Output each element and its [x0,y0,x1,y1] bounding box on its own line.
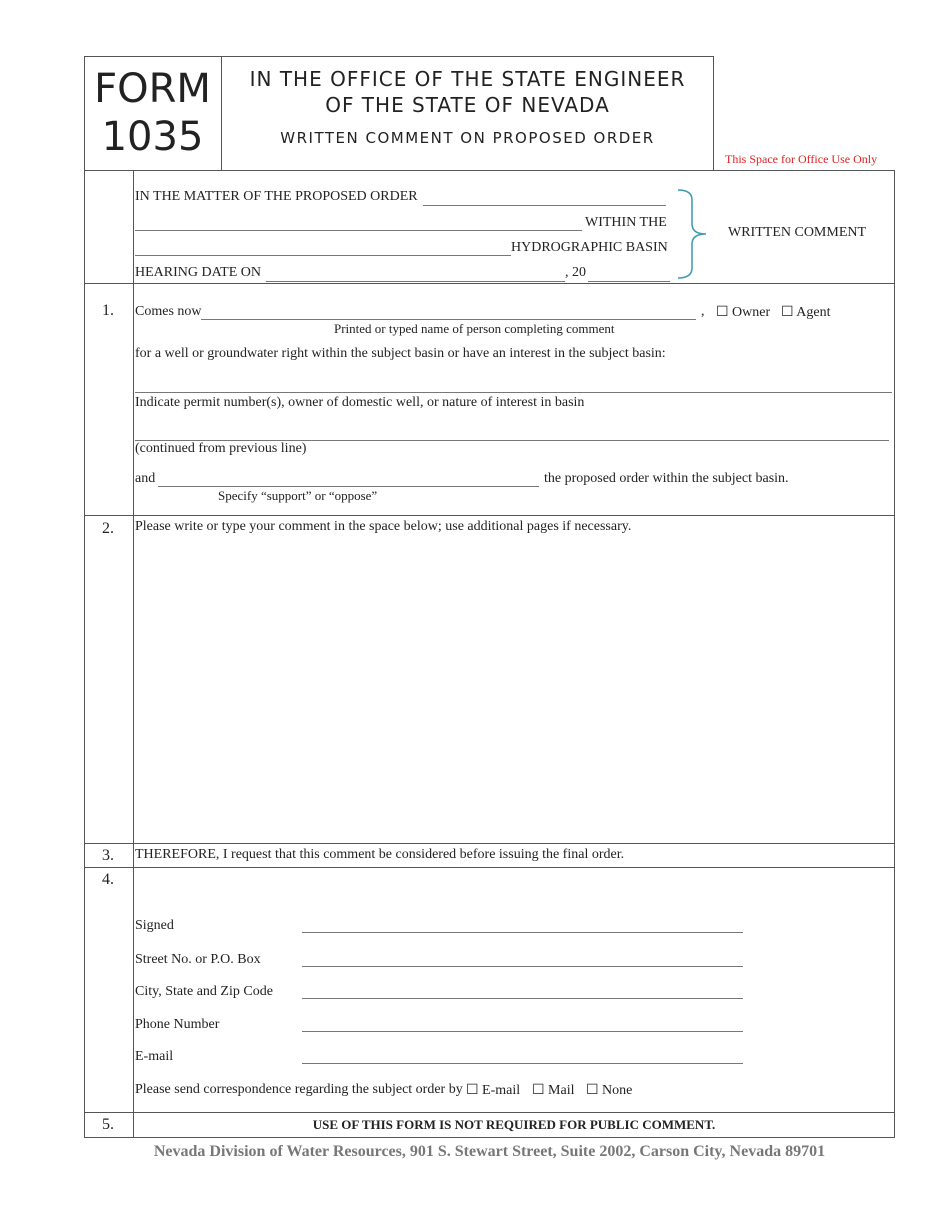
header-title-line2: OF THE STATE OF NEVADA [325,93,610,117]
correspondence-none-checkbox[interactable]: ☐ None [586,1083,633,1098]
proposed-order-field[interactable] [423,205,666,206]
row-line-4 [84,867,895,868]
specify-caption: Specify “support” or “oppose” [218,488,378,503]
matter-label: IN THE MATTER OF THE PROPOSED ORDER [135,189,418,204]
header-border-right [713,56,714,170]
phone-field[interactable] [302,1031,743,1032]
basin-label: HYDROGRAPHIC BASIN [511,240,668,255]
comma: , [701,304,705,319]
city-label: City, State and Zip Code [135,984,273,999]
written-comment-label: WRITTEN COMMENT [728,225,867,240]
email-label: E-mail [135,1049,174,1064]
correspondence-text: Please send correspondence regarding the subject order by [135,1082,463,1097]
header-title-line1: IN THE OFFICE OF THE STATE ENGINEER [249,67,686,91]
interest-text: for a well or groundwater right within the subject basin or have an interest in the subject basin: [135,346,666,361]
permit-field[interactable] [135,392,892,393]
header-border-top [84,56,714,57]
footer-address: Nevada Division of Water Resources, 901 S. Stewart Street, Suite 2002, Carson City, Nevada 89701 [153,1143,826,1160]
brace-icon [676,188,712,280]
section-4-number: 4. [102,871,114,888]
signed-field[interactable] [302,932,743,933]
section-2-number: 2. [102,520,114,537]
email-field[interactable] [302,1063,743,1064]
row-line-bottom [84,1137,895,1138]
name-caption: Printed or typed name of person completing comment [334,321,615,336]
year-prefix: , 20 [565,265,586,280]
table-border-right [894,170,895,1138]
row-line-1 [84,283,895,284]
name-field[interactable] [201,319,696,320]
within-label: WITHIN THE [585,215,667,230]
row-line-5 [84,1112,895,1113]
correspondence-mail-checkbox[interactable]: ☐ Mail [532,1083,575,1098]
street-label: Street No. or P.O. Box [135,952,261,967]
signed-label: Signed [135,918,174,933]
row-line-top [84,170,895,171]
proposed-order-text: the proposed order within the subject basin. [544,471,789,486]
section-1-number: 1. [102,302,114,319]
table-border-left [84,170,85,1138]
section-3-number: 3. [102,847,114,864]
permit-caption: Indicate permit number(s), owner of domestic well, or nature of interest in basin [135,395,585,410]
hearing-label: HEARING DATE ON [135,265,261,280]
section-5-number: 5. [102,1116,114,1133]
within-field[interactable] [135,230,582,231]
comment-area[interactable] [135,540,892,840]
agent-checkbox[interactable]: ☐ Agent [781,305,831,320]
not-required-notice: USE OF THIS FORM IS NOT REQUIRED FOR PUBLIC COMMENT. [312,1117,716,1132]
form-number: 1035 [101,114,204,160]
row-line-3 [84,843,895,844]
office-use-note: This Space for Office Use Only [725,152,878,166]
comment-instruction: Please write or type your comment in the space below; use additional pages if necessary. [135,519,632,534]
continued-caption: (continued from previous line) [135,441,307,456]
therefore-text: THEREFORE, I request that this comment be considered before issuing the final order. [135,847,625,862]
support-oppose-field[interactable] [158,486,539,487]
phone-label: Phone Number [135,1017,220,1032]
street-field[interactable] [302,966,743,967]
hearing-year-field[interactable] [588,281,670,282]
hearing-date-field[interactable] [266,281,565,282]
row-line-2 [84,515,895,516]
correspondence-email-checkbox[interactable]: ☐ E-mail [466,1083,521,1098]
owner-checkbox[interactable]: ☐ Owner [716,305,771,320]
city-field[interactable] [302,998,743,999]
comes-now-label: Comes now [135,304,202,319]
basin-field[interactable] [135,255,511,256]
table-number-divider [133,170,134,1138]
form-word: FORM [94,66,211,112]
header-subtitle: WRITTEN COMMENT ON PROPOSED ORDER [280,129,655,147]
and-label: and [135,471,156,486]
